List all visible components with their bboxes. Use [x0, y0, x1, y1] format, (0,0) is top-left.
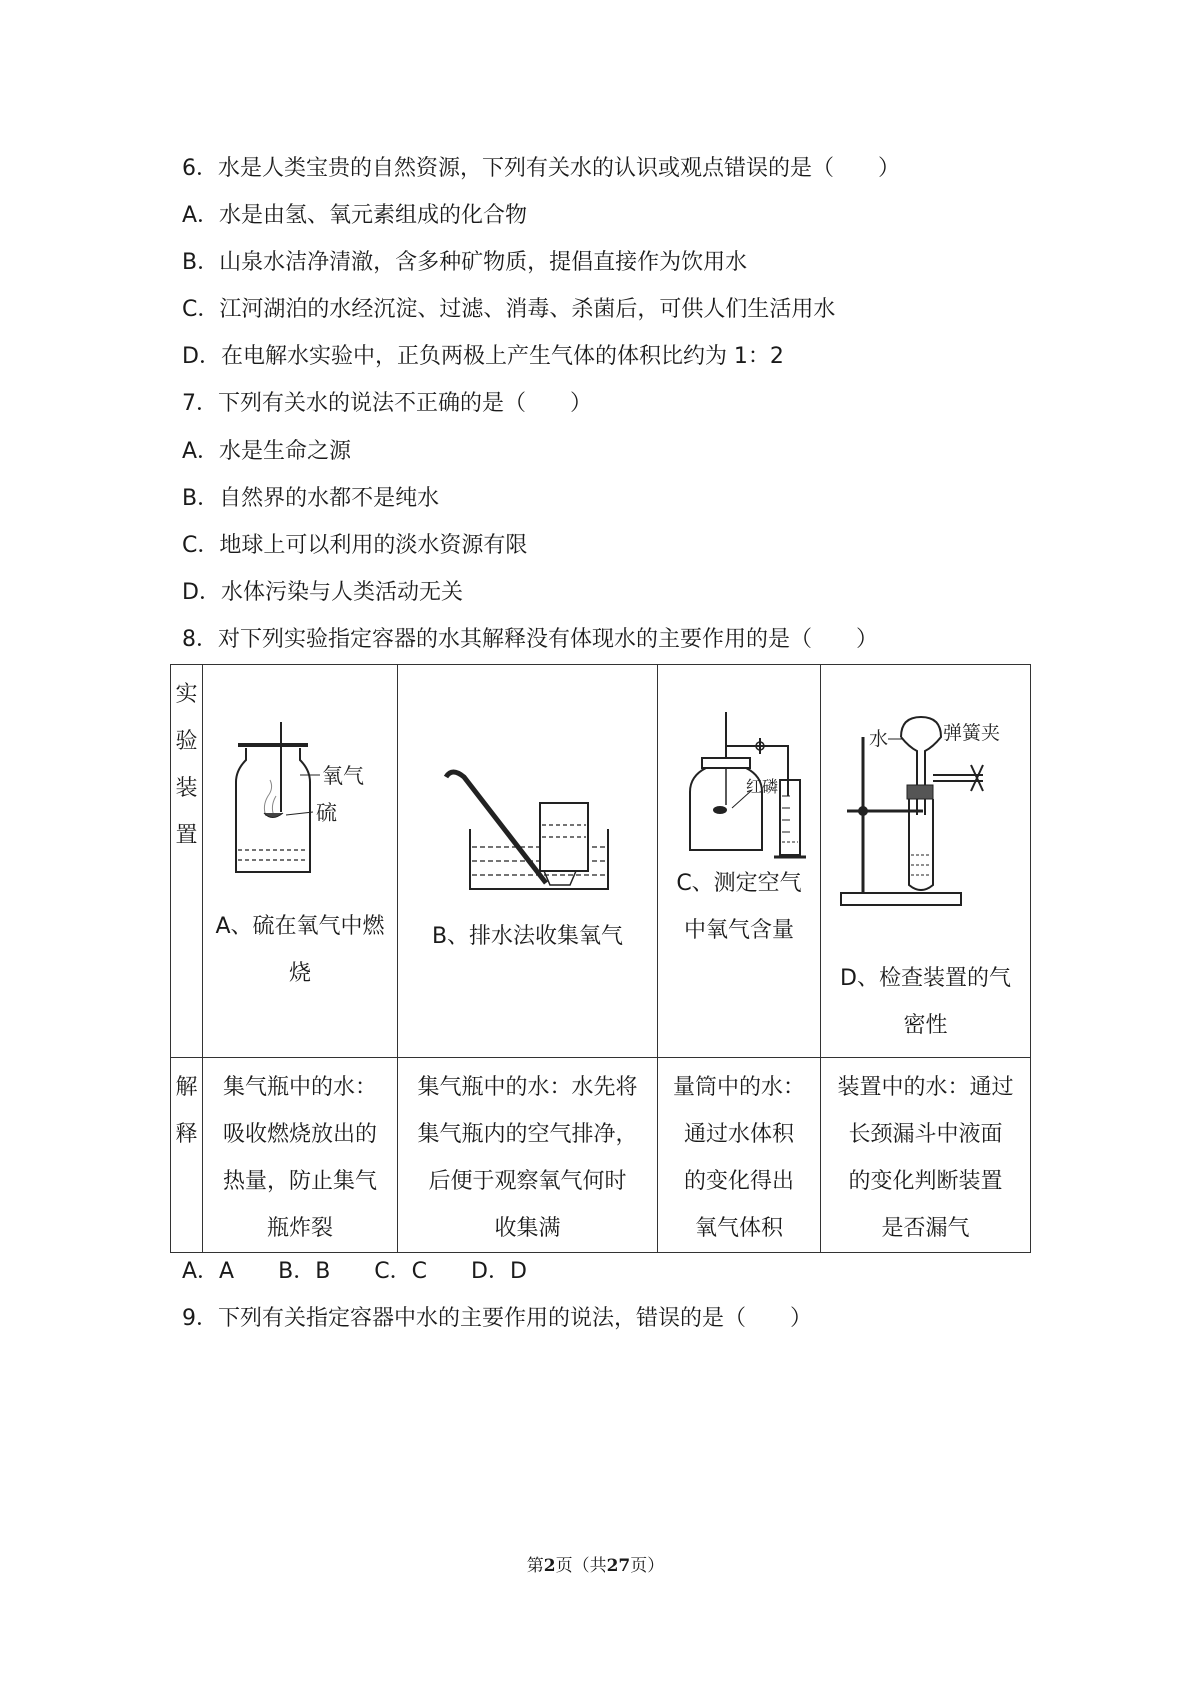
caption-b: B、排水法收集氧气: [431, 924, 624, 949]
experiment-table: [170, 664, 1031, 1253]
q6-stem: 6．水是人类宝贵的自然资源，下列有关水的认识或观点错误的是（ ）: [182, 156, 900, 181]
label-spring-clamp: 弹簧夹: [943, 722, 1001, 744]
row-header-explanation: 解 释: [171, 1058, 203, 1253]
q7-option-a: A．水是生命之源: [182, 439, 352, 464]
q7-stem: 7．下列有关水的说法不正确的是（ ）: [182, 391, 592, 416]
q7-option-d: D．水体污染与人类活动无关: [182, 580, 463, 605]
label-oxygen: 氧气: [322, 764, 364, 788]
cell-apparatus-d: [821, 665, 1031, 1058]
label-sulfur: 硫: [316, 801, 337, 825]
caption-c: C、测定空气 中氧气含量: [676, 871, 802, 943]
q8-stem: 8．对下列实验指定容器的水其解释没有体现水的主要作用的是（ ）: [182, 627, 878, 652]
label-water: 水: [869, 728, 889, 750]
table-row: [171, 1058, 1031, 1253]
caption-d: D、检查装置的气 密性: [840, 966, 1011, 1038]
table-row: [171, 665, 1031, 1058]
q7-option-b: B．自然界的水都不是纯水: [182, 486, 440, 511]
q6-option-c: C．江河湖泊的水经沉淀、过滤、消毒、杀菌后，可供人们生活用水: [182, 297, 836, 322]
page-number: 2: [543, 1556, 556, 1576]
label-red-phosphorus: 红磷: [746, 777, 779, 796]
explanation-a: 集气瓶中的水： 吸收燃烧放出的 热量，防止集气 瓶炸裂: [203, 1058, 398, 1253]
q9-stem: 9．下列有关指定容器中水的主要作用的说法，错误的是（ ）: [182, 1306, 812, 1331]
explanation-c: 量筒中的水： 通过水体积 的变化得出 氧气体积: [658, 1058, 821, 1253]
explanation-b: 集气瓶中的水：水先将 集气瓶内的空气排净， 后便于观察氧气何时 收集满: [398, 1058, 658, 1253]
caption-a: A、硫在氧气中燃 烧: [215, 914, 385, 986]
row-header-apparatus: 实 验 装 置: [171, 665, 203, 1058]
page-total: 27: [606, 1556, 631, 1576]
q6-option-b: B．山泉水洁净清澈，含多种矿物质，提倡直接作为饮用水: [182, 250, 748, 275]
cell-apparatus-a: [203, 665, 398, 1058]
q7-option-c: C．地球上可以利用的淡水资源有限: [182, 533, 528, 558]
page-footer: 第2页（共27页）: [526, 1556, 665, 1576]
water-displacement-diagram: [438, 765, 628, 900]
sulfur-combustion-diagram: [228, 720, 378, 900]
oxygen-content-diagram: [680, 710, 830, 865]
cell-apparatus-c: [658, 665, 821, 1058]
airtightness-check-diagram: [833, 715, 1023, 910]
q8-answer-options: A．A B．B C．C D．D: [182, 1259, 527, 1284]
cell-apparatus-b: [398, 665, 658, 1058]
q6-option-d: D．在电解水实验中，正负两极上产生气体的体积比约为 1：2: [182, 344, 784, 369]
q6-option-a: A．水是由氢、氧元素组成的化合物: [182, 203, 528, 228]
explanation-d: 装置中的水：通过 长颈漏斗中液面 的变化判断装置 是否漏气: [821, 1058, 1031, 1253]
